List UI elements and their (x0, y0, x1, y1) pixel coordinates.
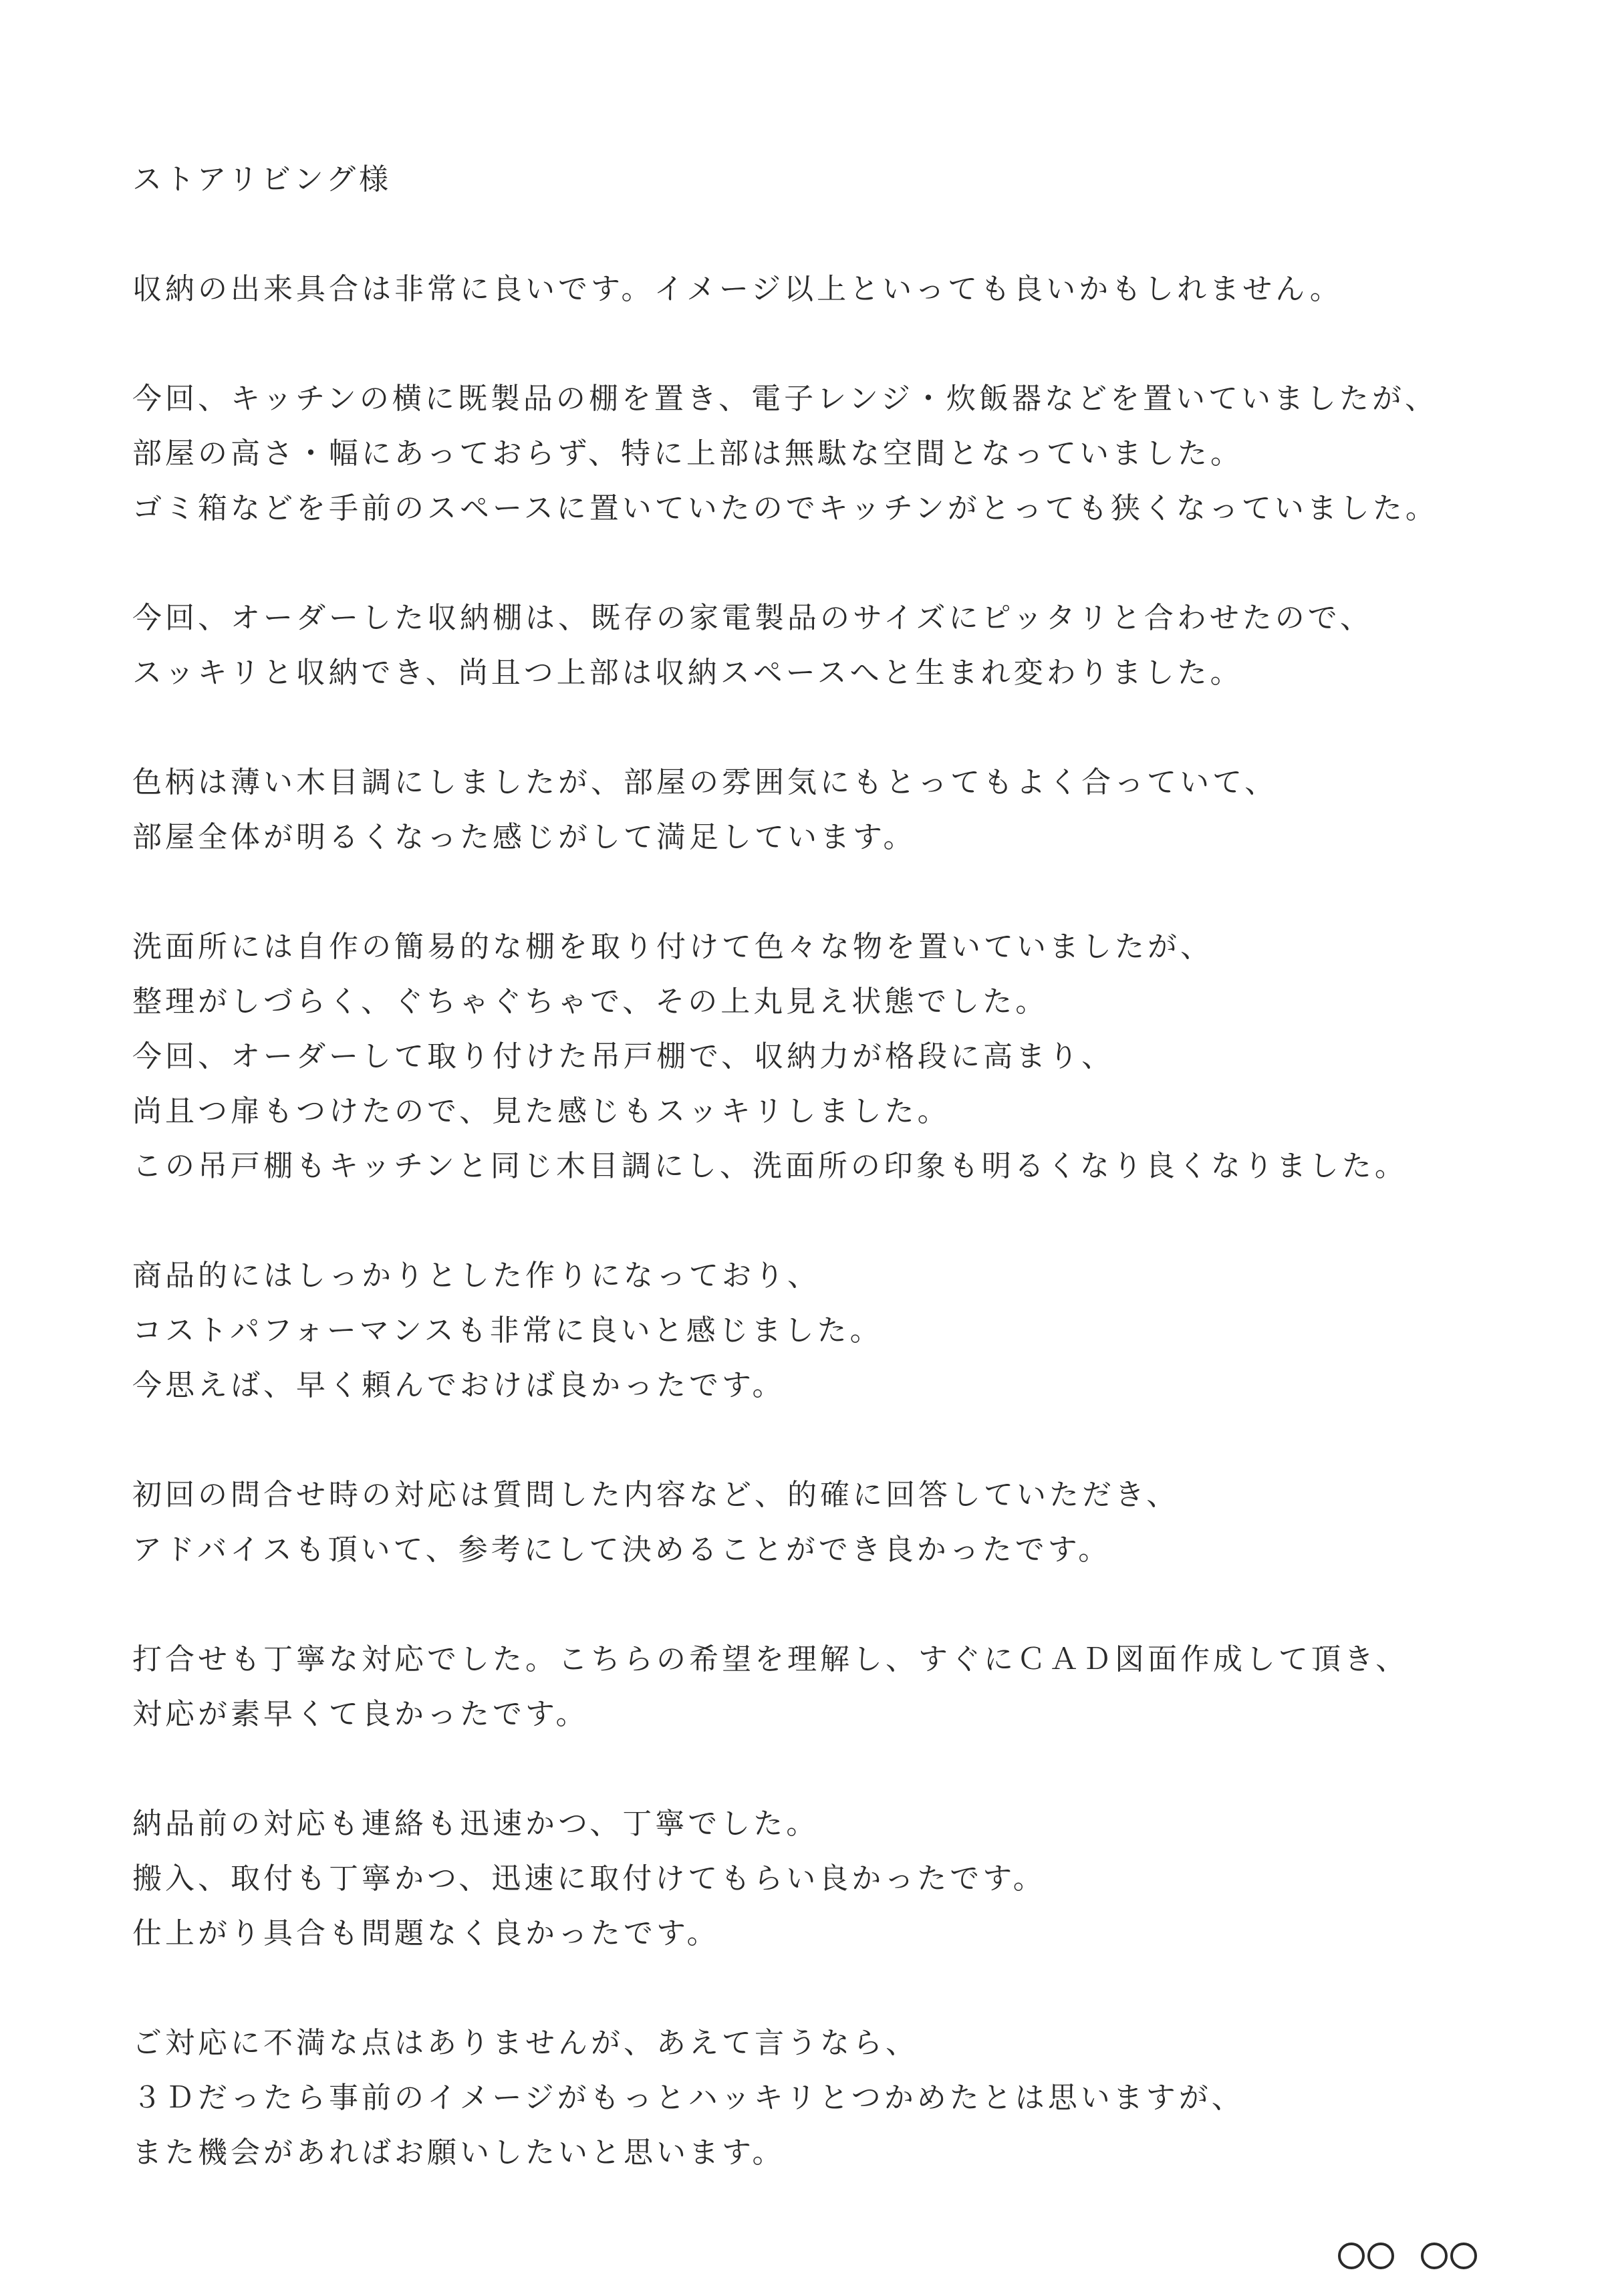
paragraph-line: 色柄は薄い木目調にしましたが、部屋の雰囲気にもとってもよく合っていて、 (132, 765, 1278, 799)
paragraph-line: スッキリと収納でき、尚且つ上部は収納スペースへと生まれ変わりました。 (132, 656, 1243, 690)
paragraph-line: ３Ｄだったら事前のイメージがもっとハッキリとつかめたとは思いますが、 (132, 2081, 1244, 2115)
paragraph-line: 納品前の対応も連絡も迅速かつ、丁寧でした。 (132, 1807, 819, 1841)
paragraph-line: 打合せも丁寧な対応でした。こちらの希望を理解し、すぐにＣＡＤ図面作成して頂き、 (132, 1642, 1409, 1676)
paragraph-line: 今回、オーダーして取り付けた吊戸棚で、収納力が格段に高まり、 (132, 1039, 1115, 1073)
paragraph-list (132, 262, 1522, 2180)
paragraph-line: 部屋全体が明るくなった感じがして満足しています。 (132, 820, 916, 854)
paragraph (132, 2016, 1522, 2180)
paragraph (132, 1468, 1522, 1577)
circle-icon (1338, 2243, 1365, 2269)
paragraph-line: 収納の出来具合は非常に良いです。イメージ以上といっても良いかもしれません。 (132, 272, 1343, 306)
paragraph (132, 1797, 1522, 1961)
paragraph (132, 1632, 1522, 1742)
paragraph-line: コストパフォーマンスも非常に良いと感じました。 (132, 1313, 883, 1348)
paragraph-line: ゴミ箱などを手前のスペースに置いていたのでキッチンがとっても狭くなっていました。 (132, 491, 1438, 525)
paragraph-line: 今思えば、早く頼んでおけば良かったです。 (132, 1368, 785, 1402)
letter-body (132, 152, 1522, 2235)
paragraph-line: 尚且つ扉もつけたので、見た感じもスッキリしました。 (132, 1094, 950, 1128)
paragraph-line: アドバイスも頂いて、参考にして決めることができ良かったです。 (132, 1533, 1111, 1567)
paragraph-line: 対応が素早くて良かったです。 (132, 1697, 589, 1731)
paragraph (132, 1249, 1522, 1413)
paragraph-line: 洗面所には自作の簡易的な棚を取り付けて色々な物を置いていましたが、 (132, 930, 1213, 964)
paragraph-line: 商品的にはしっかりとした作りになっており、 (132, 1259, 820, 1293)
circle-icon (1450, 2243, 1477, 2269)
signature-given-name (1421, 2243, 1477, 2269)
paragraph (132, 262, 1522, 317)
paragraph-line: 整理がしづらく、ぐちゃぐちゃで、その上丸見え状態でした。 (132, 985, 1049, 1019)
paragraph-line: 初回の問合せ時の対応は質問した内容など、的確に回答していただき、 (132, 1478, 1180, 1512)
paragraph-line: 仕上がり具合も問題なく良かったです。 (132, 1916, 720, 1950)
signature-family-name (1338, 2243, 1394, 2269)
paragraph-line: 部屋の高さ・幅にあっておらず、特に上部は無駄な空間となっていました。 (132, 436, 1244, 471)
paragraph (132, 591, 1522, 700)
paragraph-line: また機会があればお願いしたいと思います。 (132, 2136, 785, 2170)
signature (1338, 2243, 1477, 2269)
paragraph-line: ご対応に不満な点はありませんが、あえて言うなら、 (132, 2026, 918, 2060)
paragraph-line: 今回、キッチンの横に既製品の棚を置き、電子レンジ・炊飯器などを置いていましたが、 (132, 382, 1438, 416)
paragraph (132, 755, 1522, 865)
salutation: ストアリビング様 (132, 162, 392, 197)
paragraph-line: 今回、オーダーした収納棚は、既存の家電製品のサイズにピッタリと合わせたので、 (132, 601, 1373, 635)
paragraph-line: この吊戸棚もキッチンと同じ木目調にし、洗面所の印象も明るくなり良くなりました。 (132, 1149, 1408, 1183)
paragraph (132, 920, 1522, 1194)
paragraph (132, 372, 1522, 536)
circle-icon (1421, 2243, 1448, 2269)
circle-icon (1367, 2243, 1394, 2269)
paragraph-line: 搬入、取付も丁寧かつ、迅速に取付けてもらい良かったです。 (132, 1862, 1046, 1896)
